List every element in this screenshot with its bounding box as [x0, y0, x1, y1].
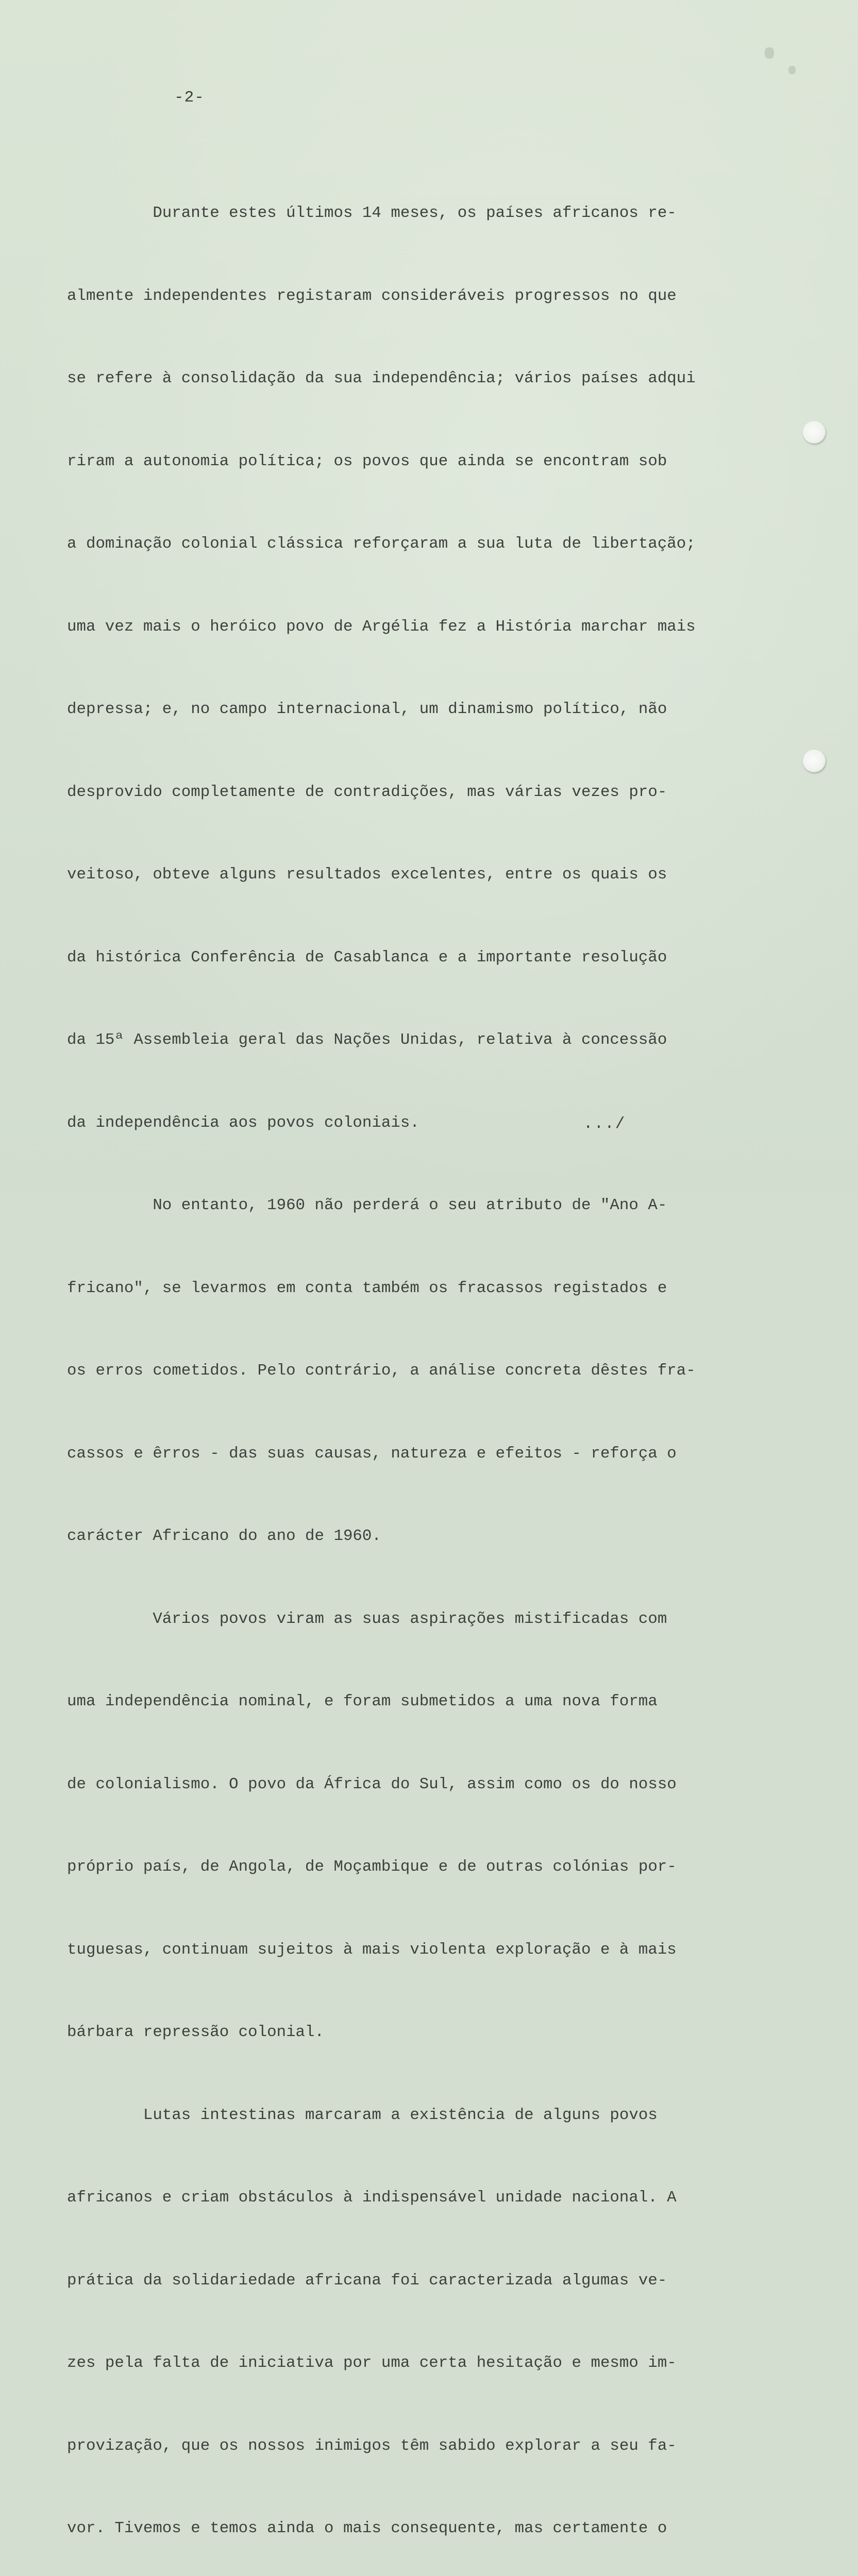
text-line: de colonialismo. O povo da África do Sul, assim como os do nosso [67, 1775, 677, 1793]
text-line: da 15ª Assembleia geral das Nações Unidas, relativa à concessão [67, 1031, 667, 1049]
text-line: provização, que os nossos inimigos têm sabido explorar a seu fa- [67, 2436, 677, 2455]
text-line: cassos e êrros - das suas causas, natureza e efeitos - reforça o [67, 1444, 677, 1463]
text-line: depressa; e, no campo internacional, um dinamismo político, não [67, 700, 667, 718]
text-line: zes pela falta de iniciativa por uma certa hesitação e mesmo im- [67, 2354, 677, 2372]
continuation-mark: .../ [583, 1115, 626, 1133]
text-line: Vários povos viram as suas aspirações mistificadas com [67, 1609, 667, 1628]
paper-stain [765, 47, 774, 59]
text-line: Lutas intestinas marcaram a existência de alguns povos [67, 2106, 658, 2124]
punch-hole [803, 421, 826, 444]
text-line: uma independência nominal, e foram submetidos a uma nova forma [67, 1692, 658, 1710]
text-line: uma vez mais o heróico povo de Argélia fez a História marchar mais [67, 617, 696, 636]
text-line: tuguesas, continuam sujeitos à mais violenta exploração e à mais [67, 1940, 677, 1959]
text-line: Durante estes últimos 14 meses, os países africanos re- [67, 204, 677, 222]
text-line: carácter Africano do ano de 1960. [67, 1527, 381, 1545]
punch-hole [803, 750, 826, 772]
text-line: a dominação colonial clássica reforçaram a sua luta de libertação; [67, 535, 696, 553]
text-line: almente independentes registaram consideráveis progressos no que [67, 286, 677, 305]
text-line: da histórica Conferência de Casablanca e a importante resolução [67, 948, 667, 967]
text-line: da independência aos povos coloniais. [67, 1113, 419, 1132]
text-line: riram a autonomia política; os povos que ainda se encontram sob [67, 452, 667, 470]
text-line: desprovido completamente de contradições, mas várias vezes pro- [67, 783, 667, 801]
text-line: próprio país, de Angola, de Moçambique e de outras colónias por- [67, 1858, 677, 1876]
text-line: fricano", se levarmos em conta também os fracassos registados e [67, 1279, 667, 1297]
text-line: bárbara repressão colonial. [67, 2023, 324, 2041]
paper-stain [788, 66, 796, 74]
text-line: vor. Tivemos e temos ainda o mais consequente, mas certamente o [67, 2519, 667, 2537]
text-line: os erros cometidos. Pelo contrário, a análise concreta dêstes fra- [67, 1362, 696, 1380]
text-line: se refere à consolidação da sua independência; vários países adqui [67, 369, 696, 387]
typed-body-text [67, 144, 742, 2576]
text-line: africanos e criam obstáculos à indispensável unidade nacional. A [67, 2189, 677, 2207]
text-line: prática da solidariedade africana foi caracterizada algumas ve- [67, 2271, 667, 2290]
text-line: No entanto, 1960 não perderá o seu atributo de "Ano A- [67, 1196, 667, 1214]
text-line: veitoso, obteve alguns resultados excelentes, entre os quais os [67, 866, 667, 884]
page-number: -2- [174, 89, 205, 107]
